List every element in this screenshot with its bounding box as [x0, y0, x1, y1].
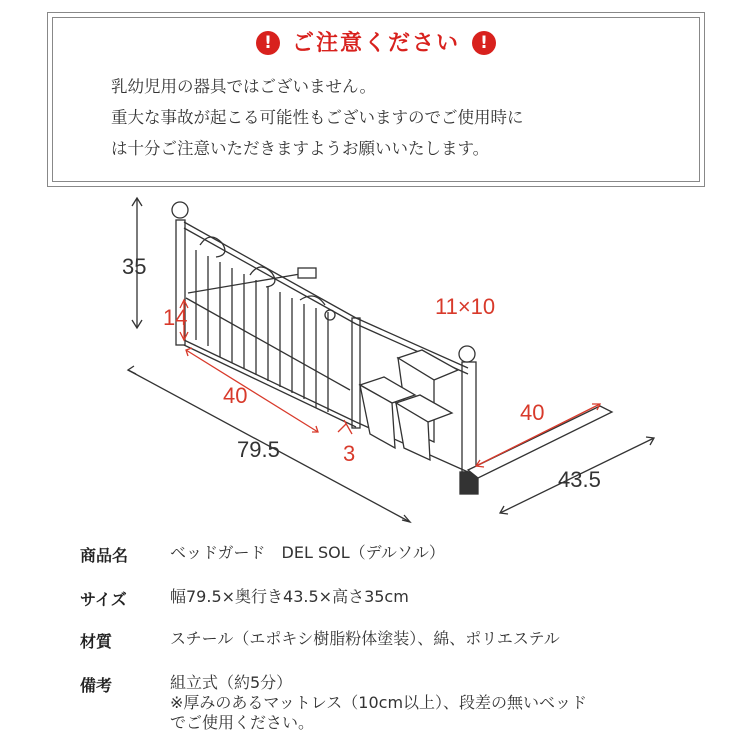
- pocket-height-label: 14: [163, 305, 188, 330]
- notice-line: は十分ご注意いただきますようお願いいたします。: [111, 139, 490, 158]
- spec-label: サイズ: [80, 590, 127, 609]
- spec-note-line: ※厚みのあるマットレス（10cm以上）、段差の無いベッド: [170, 693, 588, 712]
- inner-length-label: 40: [223, 383, 248, 408]
- gap-label: 3: [343, 441, 356, 466]
- notice-line: 重大な事故が起こる可能性もございますのでご使用時に: [111, 108, 524, 127]
- pocket-size-label: 11×10: [435, 294, 496, 319]
- spec-label: 商品名: [80, 546, 129, 565]
- notice-heading: [48, 26, 704, 57]
- right-post: [462, 362, 476, 472]
- notice-body: [111, 71, 524, 164]
- right-post-ball: [459, 346, 475, 362]
- inner-length-line: [186, 350, 318, 432]
- spec-value: スチール（エポキシ樹脂粉体塗装）、綿、ポリエステル: [170, 629, 560, 648]
- spec-label: 備考: [80, 676, 113, 695]
- notice-title: ご注意ください: [291, 31, 460, 56]
- depth-label: 43.5: [558, 467, 601, 492]
- storage-pockets: [360, 350, 458, 460]
- exclamation-icon: !: [256, 31, 280, 55]
- width-label: 79.5: [237, 437, 280, 462]
- leg-length-label: 40: [520, 400, 545, 425]
- exclamation-icon: !: [472, 31, 496, 55]
- product-diagram: [0, 190, 750, 535]
- left-post-ball: [172, 202, 188, 218]
- gap-line: [344, 420, 352, 434]
- spec-value: [170, 673, 587, 733]
- spec-value: ベッドガード DEL SOL（デルソル）: [170, 543, 445, 562]
- bed-guard-illustration: [0, 190, 750, 535]
- notice-box: [47, 12, 705, 187]
- spec-label: 材質: [80, 632, 113, 651]
- spec-note-line: でご使用ください。: [170, 713, 315, 732]
- height-label: 35: [122, 254, 147, 279]
- notice-line: 乳幼児用の器具ではございません。: [111, 77, 376, 96]
- spec-value: 幅79.5×奥行き43.5×高さ35cm: [170, 587, 409, 606]
- spec-note-line: 組立式（約5分）: [170, 673, 293, 692]
